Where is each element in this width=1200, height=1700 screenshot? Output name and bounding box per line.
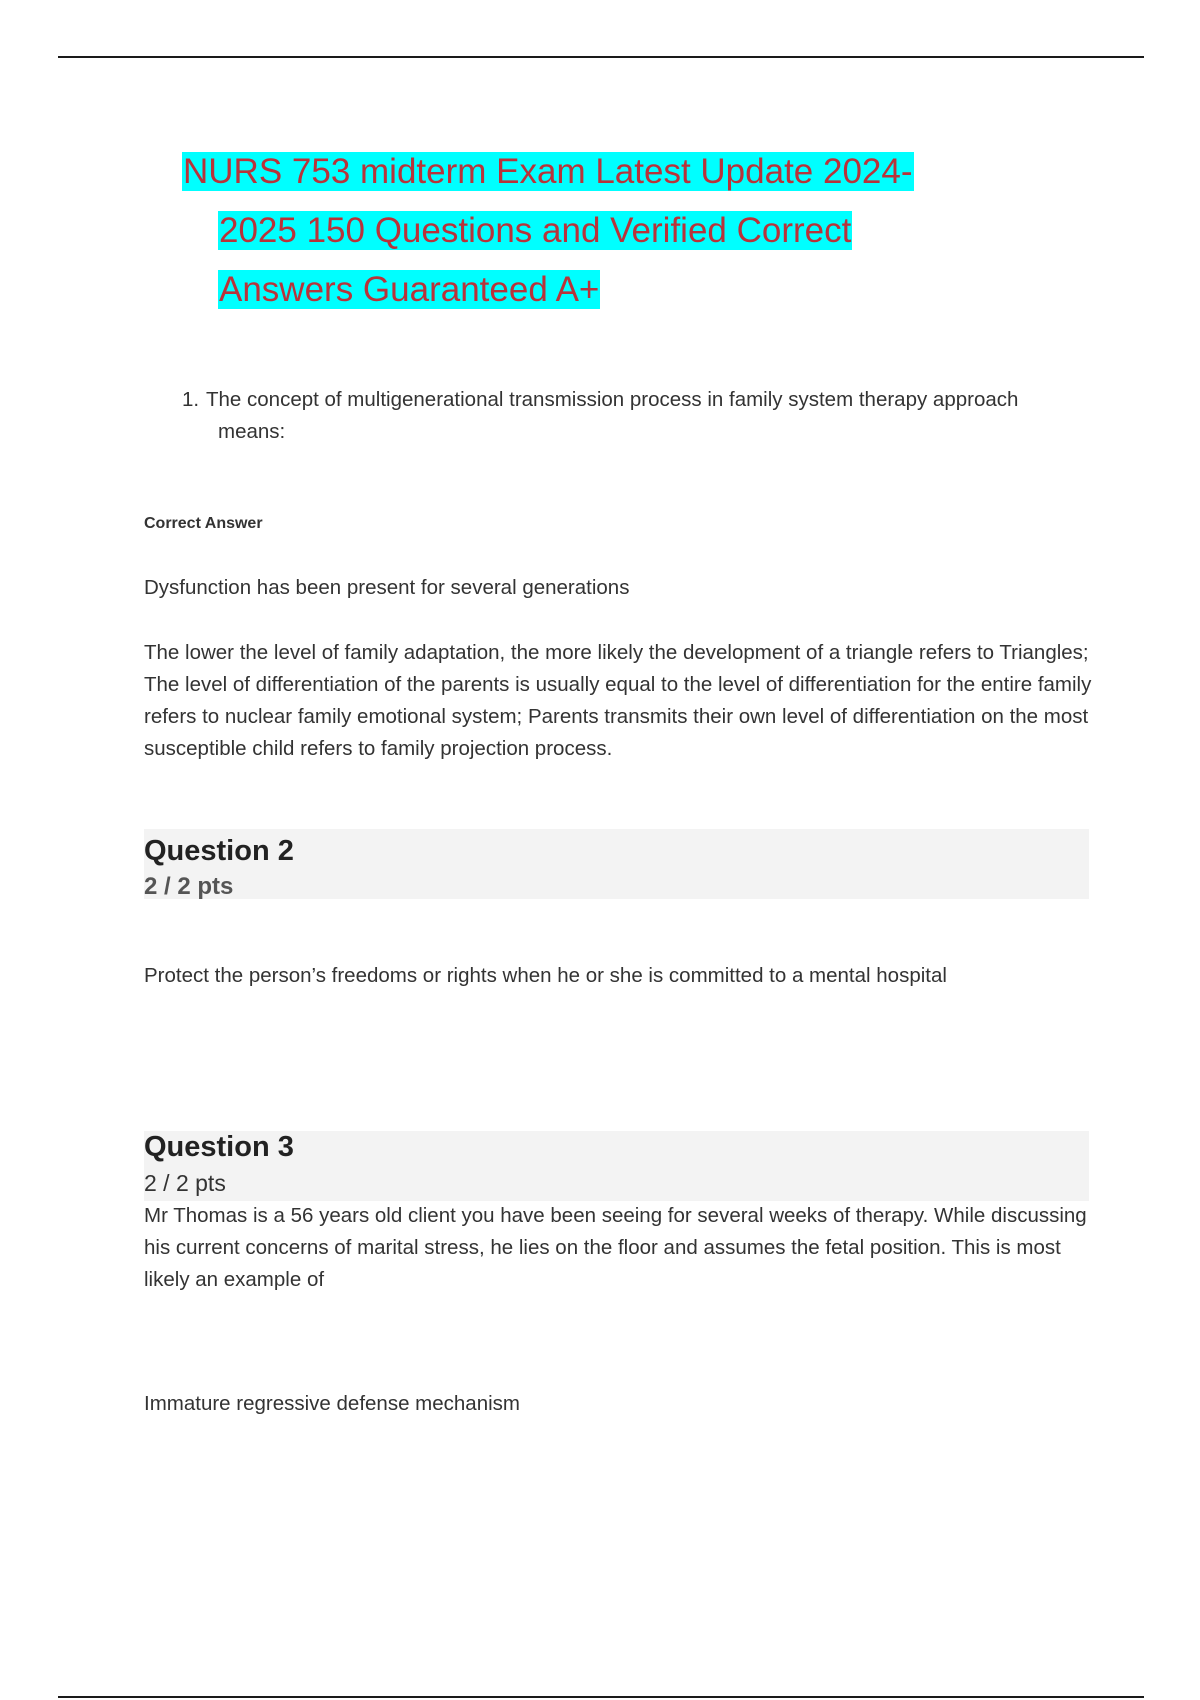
document-title <box>182 142 1042 319</box>
question-2-header <box>144 829 1089 899</box>
question-3-points: 2 / 2 pts <box>144 1170 226 1196</box>
correct-answer-label: Correct Answer <box>144 515 263 532</box>
answer-3: Immature regressive defense mechanism <box>144 1392 520 1415</box>
answer-2: Protect the person’s freedoms or rights when he or she is committed to a mental hospital <box>144 964 947 987</box>
bottom-rule <box>58 1696 1144 1698</box>
answer-1: Dysfunction has been present for several generations <box>144 576 630 599</box>
top-rule <box>58 56 1144 58</box>
question-1-text-line2: means: <box>218 420 286 443</box>
question-3-heading: Question 3 <box>144 1131 294 1163</box>
question-3-header <box>144 1131 1089 1201</box>
question-2-heading: Question 2 <box>144 835 294 867</box>
question-3-text: Mr Thomas is a 56 years old client you have been seeing for several weeks of therapy. While discussing his current concerns of marital stress, he lies on the floor and assumes the fetal position. This is most likely an example of <box>144 1204 1087 1291</box>
question-2-points: 2 / 2 pts <box>144 873 234 900</box>
title-line-1: NURS 753 midterm Exam Latest Update 2024- <box>183 152 913 191</box>
question-1-text-line1: The concept of multigenerational transmission process in family system therapy approach <box>206 388 1019 411</box>
title-line-3: Answers Guaranteed A+ <box>219 270 600 309</box>
title-line-2: 2025 150 Questions and Verified Correct <box>219 211 852 250</box>
explanation-1: The lower the level of family adaptation, the more likely the development of a triangle refers to Triangles; The level of differentiation of the parents is usually equal to the level of differentiation for the entire family refers to nuclear family emotional system; Parents transmits their own level of differentiation on the most susceptible child refers to family projection process. <box>144 641 1092 760</box>
question-1 <box>182 384 1102 448</box>
question-1-number: 1. <box>182 388 200 411</box>
